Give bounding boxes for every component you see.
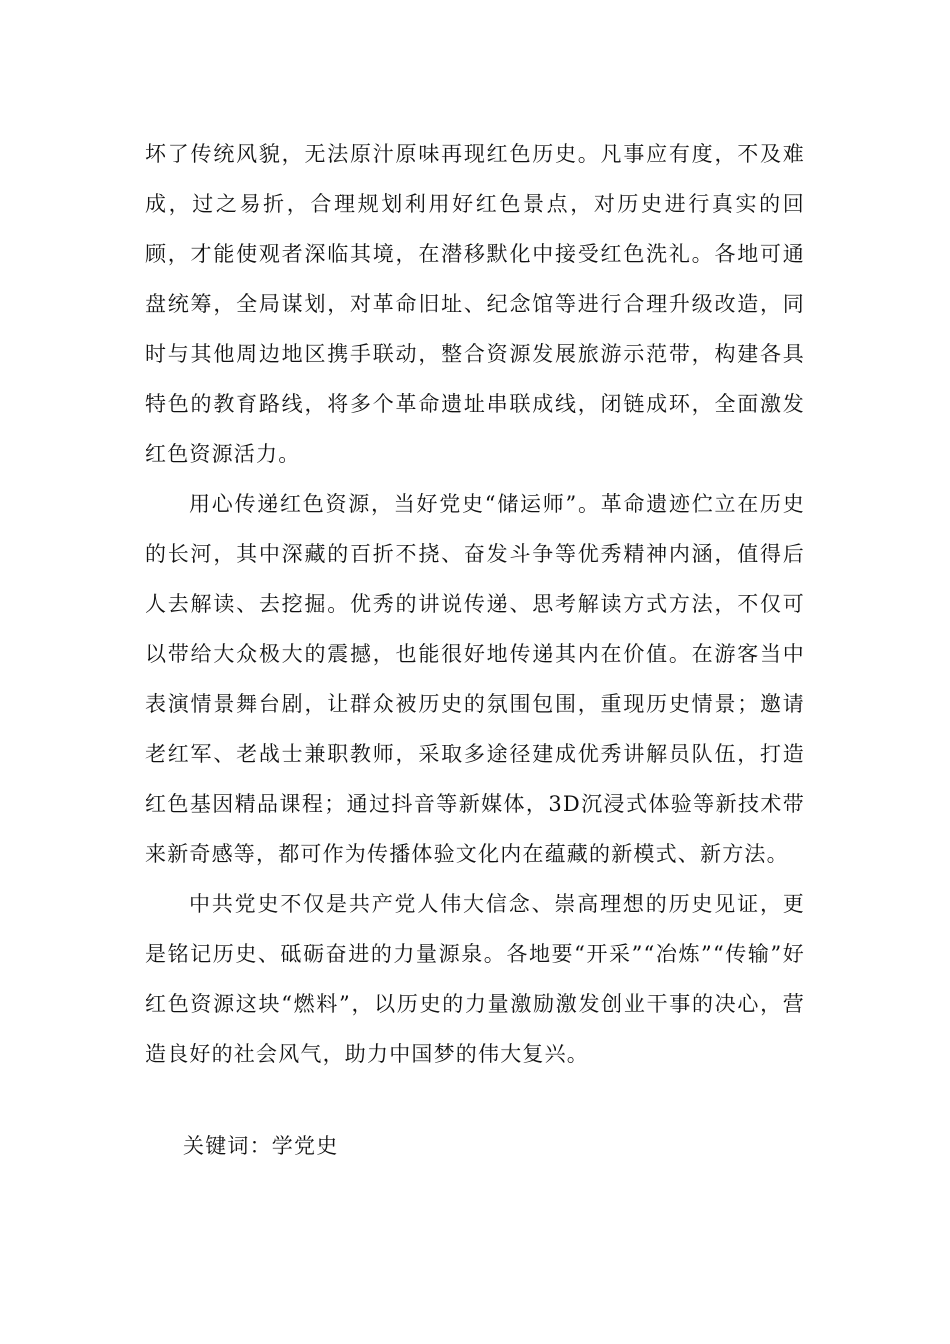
paragraph-transmit-red-resources: 用心传递红色资源，当好党史“储运师”。革命遗迹伫立在历史的长河，其中深藏的百折不挠、奋发斗争等优秀精神内涵，值得后人去解读、去挖掘。优秀的讲说传递、思考解读方式方法，不仅可以带给大众极大的震撼，也能很好地传递其内在价值。在游客当中表演情景舞台剧，让群众被历史的氛围包围，重现历史情景；邀请老红军、老战士兼职教师，采取多途径建成优秀讲解员队伍，打造红色基因精品课程；通过抖音等新媒体，3D沉浸式体验等新技术带来新奇感等，都可作为传播体验文化内在蕴藏的新模式、新方法。: [145, 492, 805, 866]
paragraph-continuation: 坏了传统风貌，无法原汁原味再现红色历史。凡事应有度，不及难成，过之易折，合理规划利用好红色景点，对历史进行真实的回顾，才能使观者深临其境，在潜移默化中接受红色洗礼。各地可通盘统筹，全局谋划，对革命旧址、纪念馆等进行合理升级改造，同时与其他周边地区携手联动，整合资源发展旅游示范带，构建各具特色的教育路线，将多个革命遗址串联成线，闭链成环，全面激发红色资源活力。: [145, 142, 805, 466]
article-body: [145, 129, 805, 1079]
paragraph-conclusion: 中共党史不仅是共产党人伟大信念、崇高理想的历史见证，更是铭记历史、砥砺奋进的力量源泉。各地要“开采”“冶炼”“传输”好红色资源这块“燃料”，以历史的力量激励激发创业干事的决心，营造良好的社会风气，助力中国梦的伟大复兴。: [145, 892, 805, 1066]
keywords-line: 关键词：学党史: [183, 1134, 339, 1158]
